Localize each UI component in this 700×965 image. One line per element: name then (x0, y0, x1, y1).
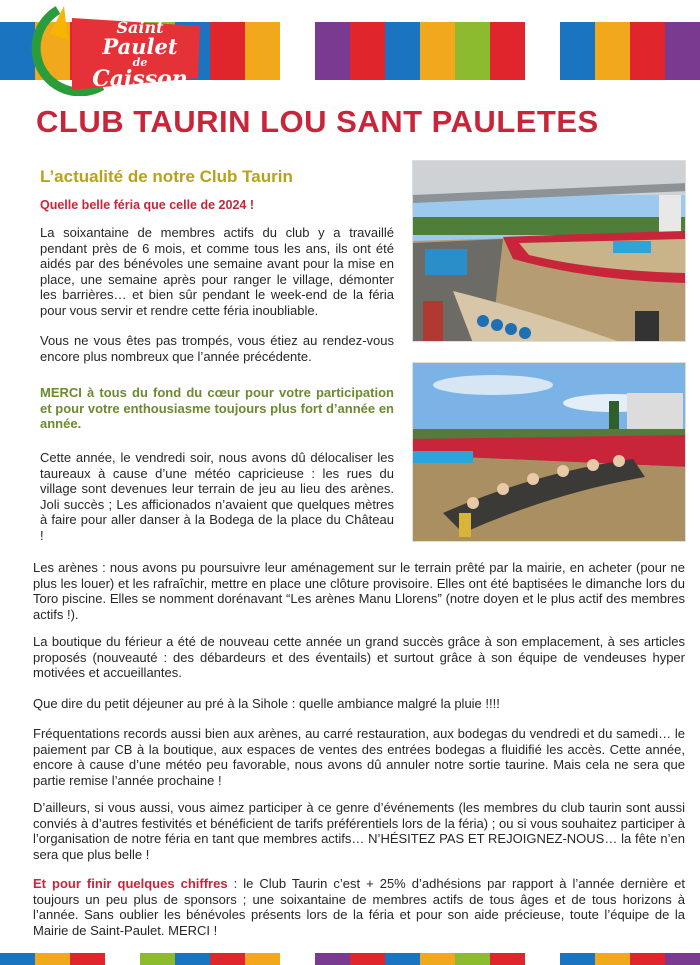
arena-stands-image (413, 161, 686, 342)
page-title: CLUB TAURIN LOU SANT PAULETES (36, 104, 599, 139)
color-stripe (350, 22, 385, 80)
color-stripe (280, 22, 315, 80)
paragraph-arenes: Les arènes : nous avons pu poursuivre leur aménagement sur le terrain prêté par la mairie, en acheter (pour ne plus les louer) et les rafraîchir, mettre en place une clôture provisoire. Elles ont été baptisées le dimanche lors du Toro piscine. Elles se nomment dorénavant “Les arènes Manu Llorens” (notre doyen et le plus actif des membres actifs !). (33, 560, 685, 622)
color-stripe (315, 22, 350, 80)
color-stripe (455, 953, 490, 965)
photo-bull-run-crowd (412, 362, 686, 542)
figures-text: : le Club Taurin c’est + 25% d’adhésions par rapport à l’année dernière et toujours un peu plus de sponsors ; une soixantaine de membres actifs de tous âges et de tous horizons à l’année. Sans oublier les bénévoles présents lors de la féria et pour son aide précieuse, toute l’équipe de la Mairie de Saint-Paulet. MERCI ! (33, 876, 685, 938)
color-stripe (350, 953, 385, 965)
color-stripe (560, 22, 595, 80)
section-title: L’actualité de notre Club Taurin (40, 167, 293, 186)
color-stripe (595, 953, 630, 965)
color-stripe (420, 953, 455, 965)
logo-line-1: Saint (116, 18, 164, 37)
color-stripe (70, 953, 105, 965)
color-stripe (560, 953, 595, 965)
color-stripe (245, 953, 280, 965)
color-stripe (175, 953, 210, 965)
paragraph-volunteers: La soixantaine de membres actifs du club y a travaillé pendant près de 6 mois, et comme tous les ans, ils ont été aidés par des bénévoles une semaine avant pour la mise en place, une semaine après pour ranger le village, démonter les barrières… et bien sûr pendant le week-end de la féria pour vous servir et rendre cette féria inoubliable. (40, 225, 394, 318)
color-stripe (280, 953, 315, 965)
paragraph-records: Fréquentations records aussi bien aux arènes, au carré restauration, aux bodegas du vendredi et du samedi… le paiement par CB à la boutique, aux espaces de ventes des entrées bodegas a fluidifié les accès. Cette année, encore à cause d’une météo peu favorable, nous avons dû annuler notre sortie taurine. Mais cela ne sera que partie remise l’année prochaine ! (33, 726, 685, 788)
photo-arena-stands (412, 160, 686, 342)
paragraph-figures (33, 876, 685, 938)
paragraph-boutique: La boutique du férieur a été de nouveau cette année un grand succès grâce à son emplacement, à ses articles proposés (nouveauté : des débardeurs et des éventails) et surtout grâce à son équipe de vendeuses hyper motivées et accueillantes. (33, 634, 685, 680)
color-stripe (0, 953, 35, 965)
color-stripe (630, 22, 665, 80)
saint-paulet-logo (28, 4, 206, 96)
logo-line-3: de (132, 56, 148, 69)
color-stripe (490, 953, 525, 965)
paragraph-join: D’ailleurs, si vous aussi, vous aimez participer à ce genre d’événements (les membres du club taurin sont aussi conviés à d’autres festivités et bénéficient de tarifs préférentiels lors de la féria) ; ou si vous souhaitez participer à l’organisation de notre féria en tant que membres actifs… N’HÉSITEZ PAS ET REJOIGNEZ-NOUS… la fête n’en sera que plus belle ! (33, 800, 685, 862)
figures-highlight: Et pour finir quelques chiffres (33, 876, 228, 891)
color-stripe (525, 22, 560, 80)
logo-line-4: Caisson (92, 66, 188, 92)
color-stripe (385, 22, 420, 80)
paragraph-attendance: Vous ne vous êtes pas trompés, vous étiez au rendez-vous encore plus nombreux que l’année précédente. (40, 333, 394, 364)
color-stripe (140, 953, 175, 965)
section-subtitle: Quelle belle féria que celle de 2024 ! (40, 198, 254, 212)
color-stripe (315, 953, 350, 965)
merci-paragraph: MERCI à tous du fond du cœur pour votre participation et pour votre enthousiasme toujours plus fort d’année en année. (40, 385, 394, 431)
bottom-color-stripes (0, 953, 700, 965)
color-stripe (385, 953, 420, 965)
color-stripe (455, 22, 490, 80)
color-stripe (490, 22, 525, 80)
color-stripe (105, 953, 140, 965)
bull-run-image (413, 363, 686, 542)
paragraph-breakfast: Que dire du petit déjeuner au pré à la Sihole : quelle ambiance malgré la pluie !!!! (33, 696, 500, 711)
color-stripe (245, 22, 280, 80)
color-stripe (525, 953, 560, 965)
paragraph-friday: Cette année, le vendredi soir, nous avons dû délocaliser les taureaux à cause d’une météo capricieuse : les rues du village sont devenues leur terrain de jeu au lieu des arènes. Joli succès ; Les afficionados n’avaient que quelques mètres à faire pour aller danser à la Bodega de la place du Château ! (40, 450, 394, 543)
color-stripe (630, 953, 665, 965)
logo-line-2: Paulet (102, 34, 178, 59)
color-stripe (595, 22, 630, 80)
color-stripe (665, 22, 700, 80)
color-stripe (420, 22, 455, 80)
color-stripe (210, 953, 245, 965)
color-stripe (210, 22, 245, 80)
color-stripe (665, 953, 700, 965)
color-stripe (35, 953, 70, 965)
